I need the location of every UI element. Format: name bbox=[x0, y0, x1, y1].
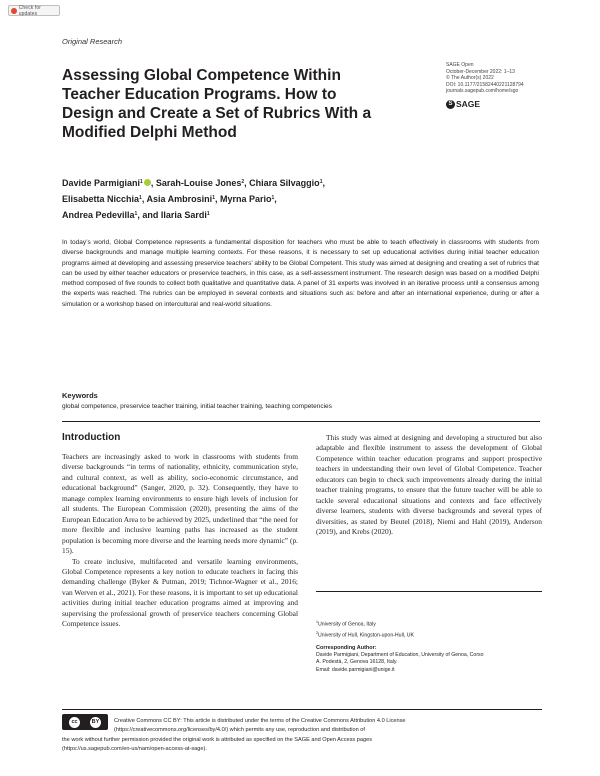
corresponding-line: Davide Parmigiani, Department of Education, University of Genoa, Corso bbox=[316, 652, 484, 659]
license-line: the work without further permission provided the original work is attributed as specified on the SAGE and Open Access pages bbox=[62, 736, 372, 743]
affiliation-mark: 1 bbox=[316, 620, 318, 624]
affiliations bbox=[316, 618, 542, 640]
copyright-line: © The Author(s) 2022 bbox=[446, 75, 494, 82]
author-affiliation-mark: 1 bbox=[140, 179, 143, 185]
affiliation-text: University of Genoa, Italy bbox=[317, 621, 376, 628]
affiliation-item bbox=[316, 618, 542, 629]
section-divider bbox=[62, 421, 540, 422]
affiliation-mark: 2 bbox=[316, 631, 318, 636]
author-affiliation-mark: 2 bbox=[241, 179, 245, 185]
author-name[interactable]: Sarah-Louise Jones bbox=[155, 178, 242, 188]
author-name[interactable]: Davide Parmigiani bbox=[62, 178, 141, 188]
body-column-left bbox=[62, 452, 298, 630]
corresponding-author bbox=[316, 645, 542, 674]
check-updates-icon bbox=[11, 8, 17, 14]
body-paragraph: This study was aimed at designing and developing a structured but also adaptable and flexible instrument to assess the development of Global Competence within teacher education programs and support prospective teachers in understanding their own level of Global Competence. Teacher educators can begin to check such improvements already during the initial teacher training programs, to ensure that the future teacher will be able to tackle several educational situations and contexts and face effectively diverse learners, students with diverse backgrounds and several types of diversities, as stated by Beutel (2018), Niemi and Hahl (2019), Anderson (2019), and Krebs (2020). bbox=[316, 433, 542, 537]
author-name[interactable]: Elisabetta Nicchia bbox=[62, 194, 140, 204]
author-name[interactable]: Andrea Pedevilla bbox=[62, 210, 135, 220]
journal-url-link[interactable]: journals.sagepub.com/home/sgo bbox=[446, 88, 519, 95]
license-text bbox=[62, 717, 540, 754]
author-name[interactable]: Ilaria Sardi bbox=[160, 210, 207, 220]
license-link[interactable]: (https://creativecommons.org/licenses/by/4.0/) which permits any use, reproduction and distribution of bbox=[114, 727, 365, 734]
check-updates-label: Check for updates bbox=[18, 4, 42, 17]
corresponding-heading: Corresponding Author: bbox=[316, 645, 377, 651]
license-link[interactable]: (https://us.sagepub.com/en-us/nam/open-access-at-sage). bbox=[62, 745, 207, 752]
author-affiliation-mark: 1 bbox=[271, 195, 275, 201]
author-affiliation-mark: 1 bbox=[206, 211, 210, 217]
footnote-divider bbox=[316, 591, 542, 592]
introduction-heading: Introduction bbox=[62, 432, 121, 443]
author-name[interactable]: Chiara Silvaggio bbox=[249, 178, 320, 188]
article-type-label: Original Research bbox=[62, 37, 123, 46]
affiliation-text: University of Hull, Kingston-upon-Hull, UK bbox=[317, 632, 414, 639]
journal-meta bbox=[446, 62, 576, 95]
affiliation-item bbox=[316, 629, 542, 640]
author-name[interactable]: Asia Ambrosini bbox=[146, 194, 213, 204]
corresponding-email[interactable]: Email: davide.parmigiani@unige.it bbox=[316, 666, 395, 673]
sage-logo-text: SAGE bbox=[456, 99, 481, 109]
check-for-updates-badge[interactable] bbox=[8, 5, 60, 16]
author-affiliation-mark: 1 bbox=[134, 211, 138, 217]
keywords-text: global competence, preservice teacher training, initial teacher training, teaching competencies bbox=[62, 403, 332, 410]
author-conjunction: and bbox=[142, 210, 159, 220]
cc-icon: cc bbox=[69, 717, 80, 728]
author-affiliation-mark: 1 bbox=[139, 195, 142, 201]
doi-link[interactable]: DOI: 10.1177/21582440221128794 bbox=[446, 81, 524, 88]
by-icon: BY bbox=[90, 717, 101, 728]
author-affiliation-mark: 1 bbox=[319, 179, 323, 185]
author-affiliation-mark: 1 bbox=[212, 195, 215, 201]
license-divider bbox=[62, 709, 542, 710]
body-paragraph: Teachers are increasingly asked to work in classrooms with students from diverse backgrounds “in terms of nationality, ethnicity, communication style, and cultural context, as well as ability, socio-economic circumstance, and educational background” (Sanger, 2020, p. 32). Consequently, they have to manage complex learning environments to ensure high levels of inclusion for all students. The European Commission (2020), presenting the aims of the European Education Area to be achieved by 2025, underlined that “the need for more flexible and inclusive learning paths has increased as the student population is becoming more diverse and the learning needs more dynamic” (p. 15). bbox=[62, 452, 298, 556]
journal-name: SAGE Open bbox=[446, 62, 474, 68]
keywords-heading: Keywords bbox=[62, 391, 98, 400]
license-line: Creative Commons CC BY: This article is distributed under the terms of the Creative Commons Attribution 4.0 License bbox=[114, 718, 406, 724]
body-column-right bbox=[316, 433, 542, 538]
abstract-text: In today’s world, Global Competence represents a fundamental disposition for teachers who must be able to teach effectively in classrooms with students from diverse backgrounds and manage multiple learning contexts. For these reasons, it is necessary to set up educational activities during initial teacher education programs aimed at developing and assessing preservice teachers’ ability to be Global Competent. This study was aimed at designing and creating a set of rubrics that can be used by either teacher educators or preservice teachers, in this case, as a self-assessment instrument. The research design was based on a modified Delphi method composed of five rounds to collect both qualitative and quantitative data. A panel of 31 experts was involved in an iterative process until a consensus among the experts was reached. The rubrics can be employed in several contexts and situations such as: before and after an international experience, during or after a simulation or a workshop based on intercultural and real-world situations. bbox=[62, 239, 539, 308]
body-paragraph: To create inclusive, multifaceted and versatile learning environments, Global Competence represents a key notion to educate teachers in facing this demanding challenge (Byker & Putman, 2019; Tichnor-Wagner et al., 2016; van Werven et al., 2021). For these reasons, it is important to set up educational activities during initial teacher education programs aimed at improving and supervising the professional growth of preservice teachers concerning Global Competence issues. bbox=[62, 556, 298, 629]
article-title: Assessing Global Competence Within Teacher Education Programs. How to Design and Create a Set of Rubrics With a Modified Delphi Method bbox=[62, 67, 372, 141]
sage-logo bbox=[446, 99, 480, 109]
orcid-icon[interactable] bbox=[144, 179, 151, 186]
corresponding-line: A. Podestà, 2, Genova 16128, Italy. bbox=[316, 659, 398, 666]
journal-issue: October-December 2022: 1–13 bbox=[446, 68, 515, 75]
sage-logo-icon: S bbox=[446, 100, 455, 109]
author-list: Davide Parmigiani$^1$ , Sarah-Louise Jones$^2$, Chiara Silvaggio$^1$, Elisabetta Nicchia$^1$, Asia Ambrosini$^1$, Myrna Pario$^1$, Andrea Pedevilla$^1$, and Ilaria Sardi$^1$ bbox=[62, 178, 325, 220]
author-name[interactable]: Myrna Pario bbox=[219, 194, 272, 204]
